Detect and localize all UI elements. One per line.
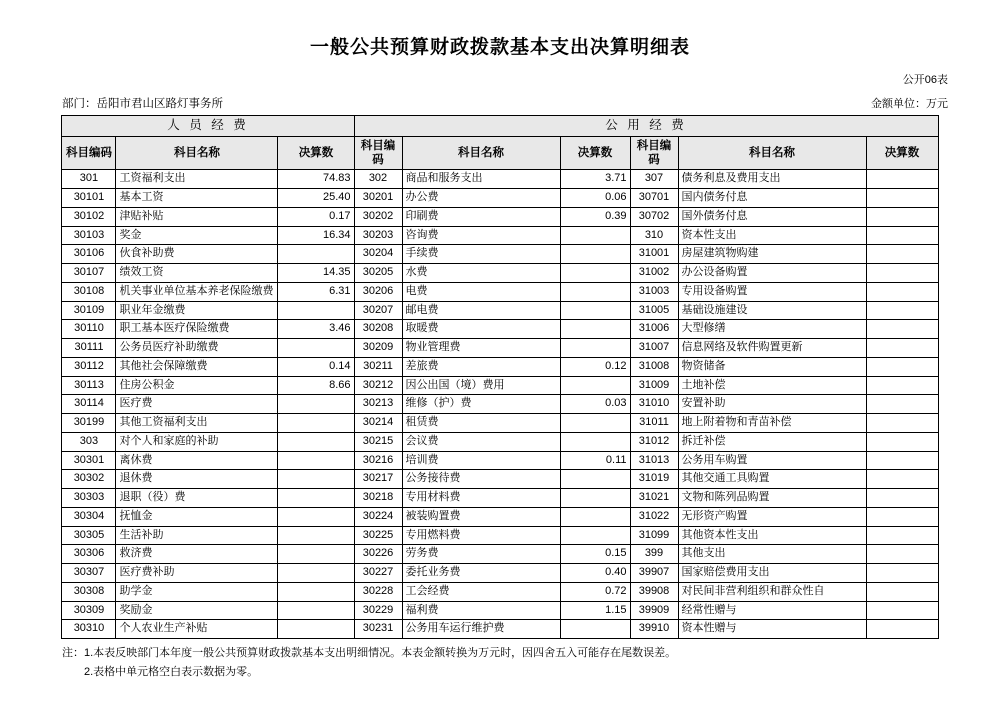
cell-name-public-b: 办公设备购置 — [678, 264, 866, 283]
cell-name-public-b: 其他交通工具购置 — [678, 470, 866, 489]
col-header-amount-2: 决算数 — [560, 136, 630, 170]
cell-name-personnel: 伙食补助费 — [116, 245, 278, 264]
cell-code-public-a: 30218 — [354, 489, 402, 508]
cell-amount-personnel: 6.31 — [278, 282, 354, 301]
cell-name-public-b: 物资储备 — [678, 357, 866, 376]
cell-code-public-b: 39908 — [630, 582, 678, 601]
cell-code-public-b: 31012 — [630, 432, 678, 451]
cell-amount-public-b — [866, 320, 938, 339]
table-row — [62, 339, 938, 358]
table-row — [62, 264, 938, 283]
cell-amount-personnel: 0.17 — [278, 207, 354, 226]
cell-name-public-a: 因公出国（境）费用 — [402, 376, 560, 395]
cell-code-public-a: 30228 — [354, 582, 402, 601]
cell-code-personnel: 30113 — [62, 376, 116, 395]
cell-code-public-a: 30226 — [354, 545, 402, 564]
cell-amount-public-b — [866, 432, 938, 451]
cell-name-personnel: 机关事业单位基本养老保险缴费 — [116, 282, 278, 301]
table-row — [62, 301, 938, 320]
cell-name-public-b: 债务利息及费用支出 — [678, 170, 866, 189]
note-2: 2.表格中单元格空白表示数据为零。 — [84, 665, 259, 678]
cell-name-public-b: 地上附着物和青苗补偿 — [678, 414, 866, 433]
cell-name-public-b: 安置补助 — [678, 395, 866, 414]
cell-code-personnel: 30109 — [62, 301, 116, 320]
table-row — [62, 451, 938, 470]
cell-name-public-a: 物业管理费 — [402, 339, 560, 358]
cell-amount-public-b — [866, 264, 938, 283]
cell-amount-public-a — [560, 620, 630, 639]
cell-amount-public-b — [866, 564, 938, 583]
cell-name-public-a: 商品和服务支出 — [402, 170, 560, 189]
cell-amount-public-a — [560, 245, 630, 264]
cell-code-public-a: 30206 — [354, 282, 402, 301]
cell-name-personnel: 救济费 — [116, 545, 278, 564]
cell-amount-public-a: 0.39 — [560, 207, 630, 226]
table-row — [62, 189, 938, 208]
group-header-public: 公 用 经 费 — [354, 116, 938, 137]
cell-name-personnel: 生活补助 — [116, 526, 278, 545]
cell-name-public-a: 印刷费 — [402, 207, 560, 226]
cell-name-public-b: 资本性支出 — [678, 226, 866, 245]
cell-code-public-b: 31021 — [630, 489, 678, 508]
table-row — [62, 320, 938, 339]
cell-code-public-a: 30208 — [354, 320, 402, 339]
cell-code-public-b: 31008 — [630, 357, 678, 376]
cell-name-public-a: 水费 — [402, 264, 560, 283]
cell-amount-public-a — [560, 526, 630, 545]
cell-amount-personnel — [278, 582, 354, 601]
cell-amount-personnel: 3.46 — [278, 320, 354, 339]
table-row — [62, 226, 938, 245]
cell-amount-personnel — [278, 414, 354, 433]
cell-amount-public-b — [866, 357, 938, 376]
cell-amount-public-b — [866, 282, 938, 301]
cell-name-personnel: 医疗费补助 — [116, 564, 278, 583]
cell-name-public-a: 差旅费 — [402, 357, 560, 376]
cell-code-public-b: 39910 — [630, 620, 678, 639]
cell-name-public-b: 无形资产购置 — [678, 507, 866, 526]
meta-row — [0, 87, 1000, 115]
cell-amount-public-b — [866, 526, 938, 545]
department-label: 部门：岳阳市君山区路灯事务所 — [62, 98, 223, 110]
cell-name-public-a: 培训费 — [402, 451, 560, 470]
cell-name-public-a: 取暖费 — [402, 320, 560, 339]
cell-name-public-a: 邮电费 — [402, 301, 560, 320]
cell-code-public-b: 30702 — [630, 207, 678, 226]
cell-name-personnel: 奖金 — [116, 226, 278, 245]
cell-code-personnel: 30308 — [62, 582, 116, 601]
table-row — [62, 507, 938, 526]
cell-name-personnel: 退职（役）费 — [116, 489, 278, 508]
cell-code-public-b: 31005 — [630, 301, 678, 320]
cell-amount-personnel: 25.40 — [278, 189, 354, 208]
cell-name-personnel: 个人农业生产补贴 — [116, 620, 278, 639]
cell-amount-personnel — [278, 395, 354, 414]
cell-name-public-b: 拆迁补偿 — [678, 432, 866, 451]
col-header-amount-1: 决算数 — [278, 136, 354, 170]
cell-name-public-a: 被装购置费 — [402, 507, 560, 526]
cell-amount-personnel — [278, 451, 354, 470]
cell-name-public-b: 对民间非营利组织和群众性自 — [678, 582, 866, 601]
cell-code-personnel: 30307 — [62, 564, 116, 583]
cell-code-personnel: 30309 — [62, 601, 116, 620]
cell-name-public-b: 公务用车购置 — [678, 451, 866, 470]
cell-code-personnel: 30304 — [62, 507, 116, 526]
cell-amount-public-b — [866, 601, 938, 620]
cell-code-public-a: 30212 — [354, 376, 402, 395]
cell-name-public-a: 咨询费 — [402, 226, 560, 245]
cell-code-public-a: 30209 — [354, 339, 402, 358]
cell-code-personnel: 30110 — [62, 320, 116, 339]
col-header-code-1: 科目编码 — [62, 136, 116, 170]
cell-amount-personnel: 0.14 — [278, 357, 354, 376]
cell-amount-public-a — [560, 226, 630, 245]
cell-amount-public-b — [866, 545, 938, 564]
budget-table — [61, 115, 938, 639]
cell-name-personnel: 其他社会保障缴费 — [116, 357, 278, 376]
cell-code-public-b: 30701 — [630, 189, 678, 208]
cell-name-public-a: 维修（护）费 — [402, 395, 560, 414]
cell-amount-public-a — [560, 414, 630, 433]
cell-name-public-b: 土地补偿 — [678, 376, 866, 395]
cell-code-public-a: 30217 — [354, 470, 402, 489]
cell-name-public-a: 工会经费 — [402, 582, 560, 601]
col-header-name-3: 科目名称 — [678, 136, 866, 170]
cell-code-personnel: 30301 — [62, 451, 116, 470]
cell-name-public-b: 其他资本性支出 — [678, 526, 866, 545]
table-row — [62, 545, 938, 564]
cell-code-personnel: 30302 — [62, 470, 116, 489]
cell-amount-public-a — [560, 301, 630, 320]
cell-code-public-b: 31006 — [630, 320, 678, 339]
col-header-amount-3: 决算数 — [866, 136, 938, 170]
cell-code-public-a: 302 — [354, 170, 402, 189]
cell-name-public-b: 其他支出 — [678, 545, 866, 564]
cell-amount-public-b — [866, 207, 938, 226]
cell-amount-personnel — [278, 564, 354, 583]
cell-code-public-b: 31099 — [630, 526, 678, 545]
cell-name-public-b: 国外债务付息 — [678, 207, 866, 226]
cell-code-public-a: 30225 — [354, 526, 402, 545]
cell-amount-public-b — [866, 301, 938, 320]
cell-name-public-a: 公务用车运行维护费 — [402, 620, 560, 639]
cell-name-public-a: 办公费 — [402, 189, 560, 208]
cell-code-public-a: 30207 — [354, 301, 402, 320]
cell-name-personnel: 对个人和家庭的补助 — [116, 432, 278, 451]
cell-code-public-b: 31001 — [630, 245, 678, 264]
table-row — [62, 207, 938, 226]
cell-code-public-a: 30204 — [354, 245, 402, 264]
cell-name-public-b: 大型修缮 — [678, 320, 866, 339]
cell-name-personnel: 津贴补贴 — [116, 207, 278, 226]
cell-code-personnel: 30101 — [62, 189, 116, 208]
cell-amount-public-b — [866, 376, 938, 395]
cell-name-personnel: 基本工资 — [116, 189, 278, 208]
cell-name-public-a: 手续费 — [402, 245, 560, 264]
cell-amount-public-b — [866, 489, 938, 508]
table-row — [62, 395, 938, 414]
cell-amount-personnel — [278, 470, 354, 489]
cell-code-public-b: 39909 — [630, 601, 678, 620]
cell-name-personnel: 其他工资福利支出 — [116, 414, 278, 433]
group-header-personnel: 人 员 经 费 — [62, 116, 354, 137]
cell-amount-public-a: 0.72 — [560, 582, 630, 601]
cell-name-public-b: 经常性赠与 — [678, 601, 866, 620]
cell-name-personnel: 离休费 — [116, 451, 278, 470]
cell-code-personnel: 30106 — [62, 245, 116, 264]
cell-amount-public-b — [866, 470, 938, 489]
cell-code-public-a: 30213 — [354, 395, 402, 414]
cell-name-personnel: 医疗费 — [116, 395, 278, 414]
cell-name-personnel: 住房公积金 — [116, 376, 278, 395]
cell-amount-public-a — [560, 264, 630, 283]
cell-code-public-b: 307 — [630, 170, 678, 189]
cell-name-public-a: 委托业务费 — [402, 564, 560, 583]
table-row — [62, 526, 938, 545]
cell-code-public-b: 31009 — [630, 376, 678, 395]
cell-name-personnel: 助学金 — [116, 582, 278, 601]
cell-code-personnel: 30310 — [62, 620, 116, 639]
cell-amount-public-a — [560, 507, 630, 526]
cell-amount-public-a — [560, 376, 630, 395]
cell-name-personnel: 退休费 — [116, 470, 278, 489]
cell-amount-personnel — [278, 339, 354, 358]
cell-amount-personnel — [278, 245, 354, 264]
cell-name-public-a: 租赁费 — [402, 414, 560, 433]
cell-code-public-a: 30216 — [354, 451, 402, 470]
note-1: 注：1.本表反映部门本年度一般公共预算财政拨款基本支出明细情况。本表金额转换为万元时，因四舍五入可能存在尾数误差。 — [62, 647, 677, 660]
col-header-name-2: 科目名称 — [402, 136, 560, 170]
table-body — [62, 170, 938, 639]
cell-code-public-a: 30205 — [354, 264, 402, 283]
table-column-header-row — [62, 136, 938, 170]
cell-code-personnel: 30114 — [62, 395, 116, 414]
table-row — [62, 432, 938, 451]
cell-amount-public-a — [560, 320, 630, 339]
cell-code-public-a: 30201 — [354, 189, 402, 208]
cell-code-public-a: 30211 — [354, 357, 402, 376]
cell-amount-personnel — [278, 601, 354, 620]
cell-amount-personnel — [278, 489, 354, 508]
cell-amount-personnel: 8.66 — [278, 376, 354, 395]
table-row — [62, 282, 938, 301]
cell-amount-public-a — [560, 432, 630, 451]
table-row — [62, 489, 938, 508]
cell-name-personnel: 职业年金缴费 — [116, 301, 278, 320]
cell-code-personnel: 30103 — [62, 226, 116, 245]
cell-code-public-a: 30227 — [354, 564, 402, 583]
cell-amount-public-b — [866, 339, 938, 358]
col-header-code-2: 科目编码 — [354, 136, 402, 170]
cell-name-personnel: 工资福利支出 — [116, 170, 278, 189]
cell-name-public-a: 专用燃料费 — [402, 526, 560, 545]
cell-amount-personnel — [278, 526, 354, 545]
cell-code-personnel: 30102 — [62, 207, 116, 226]
cell-code-public-b: 31002 — [630, 264, 678, 283]
cell-code-personnel: 30112 — [62, 357, 116, 376]
cell-amount-public-a: 0.40 — [560, 564, 630, 583]
cell-amount-personnel — [278, 507, 354, 526]
cell-amount-public-b — [866, 414, 938, 433]
cell-amount-personnel — [278, 620, 354, 639]
cell-name-public-b: 专用设备购置 — [678, 282, 866, 301]
table-row — [62, 357, 938, 376]
table-row — [62, 470, 938, 489]
cell-code-personnel: 30111 — [62, 339, 116, 358]
cell-name-public-a: 会议费 — [402, 432, 560, 451]
cell-amount-public-b — [866, 395, 938, 414]
cell-amount-public-a: 0.03 — [560, 395, 630, 414]
cell-amount-public-b — [866, 245, 938, 264]
cell-code-public-b: 31011 — [630, 414, 678, 433]
cell-amount-public-b — [866, 582, 938, 601]
cell-name-public-b: 房屋建筑物购建 — [678, 245, 866, 264]
cell-amount-public-a — [560, 282, 630, 301]
cell-code-personnel: 303 — [62, 432, 116, 451]
cell-amount-public-a: 1.15 — [560, 601, 630, 620]
table-group-header-row — [62, 116, 938, 137]
cell-amount-public-b — [866, 226, 938, 245]
cell-amount-public-b — [866, 451, 938, 470]
cell-code-public-a: 30215 — [354, 432, 402, 451]
table-row — [62, 170, 938, 189]
cell-name-public-b: 信息网络及软件购置更新 — [678, 339, 866, 358]
cell-amount-public-a — [560, 489, 630, 508]
cell-code-personnel: 30199 — [62, 414, 116, 433]
cell-code-personnel: 30108 — [62, 282, 116, 301]
cell-name-public-a: 劳务费 — [402, 545, 560, 564]
cell-amount-public-a: 0.15 — [560, 545, 630, 564]
cell-amount-public-a: 0.11 — [560, 451, 630, 470]
cell-code-public-b: 39907 — [630, 564, 678, 583]
col-header-name-1: 科目名称 — [116, 136, 278, 170]
cell-amount-personnel: 16.34 — [278, 226, 354, 245]
cell-code-public-a: 30203 — [354, 226, 402, 245]
cell-amount-public-a: 0.12 — [560, 357, 630, 376]
cell-amount-public-a — [560, 339, 630, 358]
cell-code-public-b: 31013 — [630, 451, 678, 470]
cell-code-public-b: 31022 — [630, 507, 678, 526]
cell-code-public-b: 31007 — [630, 339, 678, 358]
table-row — [62, 620, 938, 639]
cell-name-personnel: 公务员医疗补助缴费 — [116, 339, 278, 358]
cell-code-personnel: 30305 — [62, 526, 116, 545]
cell-name-personnel: 抚恤金 — [116, 507, 278, 526]
cell-name-public-b: 国内债务付息 — [678, 189, 866, 208]
cell-code-public-a: 30224 — [354, 507, 402, 526]
table-row — [62, 376, 938, 395]
table-row — [62, 601, 938, 620]
table-notes — [62, 644, 938, 681]
cell-name-personnel: 奖励金 — [116, 601, 278, 620]
cell-name-personnel: 职工基本医疗保险缴费 — [116, 320, 278, 339]
cell-code-public-b: 399 — [630, 545, 678, 564]
table-row — [62, 245, 938, 264]
cell-code-personnel: 301 — [62, 170, 116, 189]
cell-amount-public-b — [866, 620, 938, 639]
table-row — [62, 582, 938, 601]
cell-code-personnel: 30107 — [62, 264, 116, 283]
cell-name-public-a: 电费 — [402, 282, 560, 301]
col-header-code-3: 科目编码 — [630, 136, 678, 170]
cell-amount-public-b — [866, 507, 938, 526]
cell-code-personnel: 30303 — [62, 489, 116, 508]
cell-name-personnel: 绩效工资 — [116, 264, 278, 283]
cell-code-public-b: 31019 — [630, 470, 678, 489]
cell-name-public-b: 基础设施建设 — [678, 301, 866, 320]
cell-name-public-b: 国家赔偿费用支出 — [678, 564, 866, 583]
cell-amount-personnel — [278, 545, 354, 564]
cell-name-public-a: 公务接待费 — [402, 470, 560, 489]
cell-code-public-b: 31010 — [630, 395, 678, 414]
cell-name-public-a: 专用材料费 — [402, 489, 560, 508]
cell-code-public-a: 30214 — [354, 414, 402, 433]
cell-amount-personnel: 14.35 — [278, 264, 354, 283]
cell-code-public-a: 30229 — [354, 601, 402, 620]
cell-code-public-a: 30231 — [354, 620, 402, 639]
sheet-code: 公开06表 — [902, 74, 948, 86]
cell-code-personnel: 30306 — [62, 545, 116, 564]
cell-amount-public-a: 0.06 — [560, 189, 630, 208]
cell-amount-public-a: 3.71 — [560, 170, 630, 189]
cell-amount-public-a — [560, 470, 630, 489]
cell-amount-public-b — [866, 170, 938, 189]
cell-name-public-b: 文物和陈列品购置 — [678, 489, 866, 508]
table-row — [62, 564, 938, 583]
cell-amount-personnel — [278, 432, 354, 451]
cell-amount-personnel: 74.83 — [278, 170, 354, 189]
amount-unit-label: 金额单位：万元 — [871, 98, 948, 110]
cell-name-public-b: 资本性赠与 — [678, 620, 866, 639]
table-row — [62, 414, 938, 433]
cell-amount-personnel — [278, 301, 354, 320]
cell-amount-public-b — [866, 189, 938, 208]
cell-name-public-a: 福利费 — [402, 601, 560, 620]
cell-code-public-a: 30202 — [354, 207, 402, 226]
cell-code-public-b: 31003 — [630, 282, 678, 301]
page-title: 一般公共预算财政拨款基本支出决算明细表 — [309, 37, 690, 58]
cell-code-public-b: 310 — [630, 226, 678, 245]
